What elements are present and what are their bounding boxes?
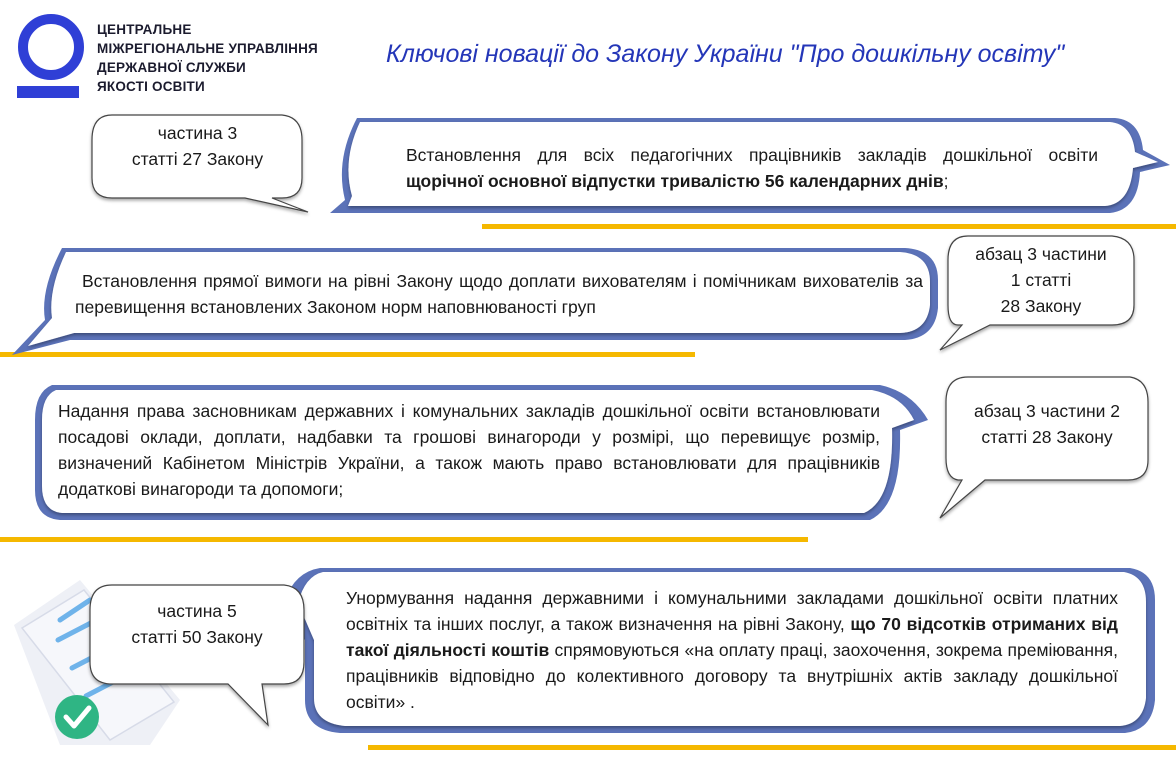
reference-label-4: [92, 598, 302, 650]
reference-line: частина 3: [157, 123, 238, 143]
item-text-4: [346, 585, 1118, 715]
reference-line: статті 27 Закону: [131, 149, 264, 169]
separator-line: [368, 745, 1176, 750]
org-name-line: ЦЕНТРАЛЬНЕ: [97, 22, 192, 37]
reference-line: 1 статті: [1010, 270, 1072, 290]
reference-line: статті 50 Закону: [131, 627, 263, 647]
reference-label-3: [948, 398, 1146, 450]
item-text-tail: спрямовуються «на оплату праці, заохочення, зокрема преміювання, працівників відповідно до колективного договору та внутрішніх актів закладу дошкільної освіти» .: [346, 640, 1119, 712]
separator-line: [0, 352, 695, 357]
item-text-2: [75, 268, 923, 320]
org-name-line: МІЖРЕГІОНАЛЬНЕ УПРАВЛІННЯ: [97, 41, 318, 56]
item-text-plain: Унормування надання державними і комунальними закладами дошкільної освіти платних освітніх та інших послуг, а також визначення на рівні Закону,: [346, 588, 1118, 634]
item-text-plain: Встановлення для всіх педагогічних працівників закладів дошкільної освіти: [406, 145, 1098, 165]
item-text-plain: Надання права засновникам державних і комунальних закладів дошкільної освіти встановлювати посадові оклади, доплати, надбавки та грошові винагороди у розмірі, що перевищує розмір, визначений Кабінетом Міністрів України, а також мають право встановлювати для працівників додаткові винагороди та допомоги;: [58, 401, 880, 499]
item-text-3: [58, 398, 880, 502]
separator-line: [0, 537, 808, 542]
item-text-tail: ;: [943, 171, 949, 191]
reference-line: абзац 3 частини 2: [973, 401, 1121, 421]
org-name-line: ЯКОСТІ ОСВІТИ: [97, 79, 205, 94]
reference-label-1: [95, 120, 300, 172]
reference-label-2: [950, 241, 1132, 319]
page-title: Ключові новації до Закону України "Про дошкільну освіту": [386, 40, 1065, 68]
item-text-1: [406, 142, 1098, 194]
item-text-bold: щорічної основної відпустки тривалістю 56 календарних днів: [406, 171, 944, 191]
item-text-bold: що 70 відсотків отриманих від такої діяльності коштів: [346, 614, 1118, 660]
reference-line: статті 28 Закону: [981, 427, 1113, 447]
separator-line: [482, 224, 1176, 229]
item-text-plain: Встановлення прямої вимоги на рівні Закону щодо доплати вихователям і помічникам вихователів за перевищення встановлених Законом норм наповнюваності груп: [75, 271, 923, 317]
check-icon: [55, 695, 99, 739]
reference-line: абзац 3 частини: [975, 244, 1107, 264]
reference-line: 28 Закону: [1000, 296, 1082, 316]
org-name-line: ДЕРЖАВНОЇ СЛУЖБИ: [97, 60, 246, 75]
reference-line: частина 5: [157, 601, 237, 621]
